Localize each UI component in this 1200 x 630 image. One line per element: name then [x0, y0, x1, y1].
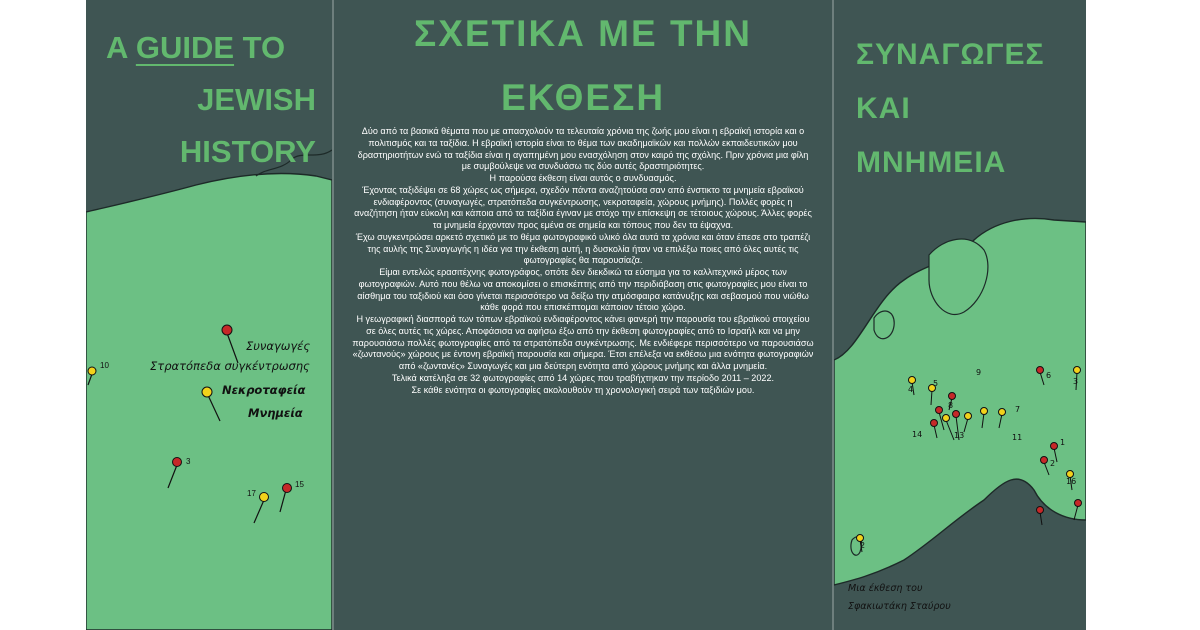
marker-number: 3: [186, 457, 191, 466]
marker-number: 1: [1060, 438, 1066, 447]
marker-number: 16: [1066, 477, 1077, 486]
paragraph: Έχοντας ταξιδέψει σε 68 χώρες ως σήμερα, σχεδόν πάντα αναζητούσα σαν από ένστικτο τα μνημεία εβραϊκού ενδιαφέροντος (συναγωγές, στρατόπεδα συγκέντρωσης, νεκροταφεία, χώρους μνήμης). Πολλές φορές η αναζήτηση ήταν εύκολη και κάποια από τα ταξίδια έγιναν με στόχο την επίσκεψη σε τέτοιους χώρους. Άλλες φορές τα μνημεία έρχονταν προς εμένα σε σημεία και τόπους που δεν τα έψαχνα.: [354, 184, 812, 230]
paragraph: Η γεωγραφική διασπορά των τόπων εβραϊκού ενδιαφέροντος κάνει φανερή την παρουσία του εβραϊκού στοιχείου σε όλες αυτές τις χώρες. Αποφάσισα να αφήσω έξω από την έκθεση φωτογραφίες από το Ισραήλ και να μην παρουσιάσω πολλές φωτογραφίες από τα στρατόπεδα συγκέντρωσης. Με ενδιέφερε περισσότερο να παρουσιάσω «ζωντανούς» χώρους με έντονη εβραϊκή παρουσία και σήμερα. Έτσι επέλεξα να εκθέσω μια ενότητα φωτογραφιών από «ζωντανές» Συναγωγές και μια δεύτερη ενότητα από χώρους μνήμης και άλλα μνημεία.: [352, 314, 814, 371]
credit-line-2: Σφακιωτάκη Σταύρου: [848, 601, 951, 612]
exhibition-description: [352, 126, 814, 396]
right-title-line-3: ΜΝΗΜΕΙΑ: [856, 146, 1007, 179]
left-title-line-3: HISTORY: [179, 134, 316, 169]
marker-number: 4: [908, 385, 914, 394]
right-title-line-1: ΣΥΝΑΓΩΓΕΣ: [856, 38, 1045, 71]
paragraph: Τελικά κατέληξα σε 32 φωτογραφίες από 14 χώρες που τραβήχτηκαν την περίοδο 2011 – 2022.: [391, 372, 775, 383]
legend-cemeteries: Νεκροταφεία: [222, 383, 306, 397]
legend-memorials: Μνημεία: [248, 406, 303, 420]
paragraph: Σε κάθε ενότητα οι φωτογραφίες ακολουθούν τη χρονολογική σειρά των ταξιδιών μου.: [411, 384, 755, 395]
marker-number: 5: [933, 379, 939, 388]
legend-camps: Στρατόπεδα συγκέντρωσης: [150, 359, 310, 373]
marker-number: 14: [912, 430, 923, 439]
marker-number: 8: [948, 401, 954, 410]
paragraph: Είμαι εντελώς ερασιτέχνης φωτογράφος, οπότε δεν διεκδικώ τα εύσημα για το καλλιτεχνικό μέρος των φωτογραφιών. Αυτό που θέλω να αποκομίσει ο επισκέπτης από την περιδιάβαση στις φωτογραφίες μου είναι το αίσθημα του ταξιδιού και όσο γίνεται περισσότερο να δείξω την ατμόσφαιρα κατάνυξης και σεβασμού που νιώθω κάθε φορά που επισκέπτομαι κάποιον τέτοιο χώρο.: [357, 267, 809, 313]
left-title-line-2: JEWISH: [197, 82, 316, 117]
legend-synagogues: Συναγωγές: [246, 339, 311, 353]
exhibition-credit: [848, 580, 951, 616]
right-panel: [834, 0, 1086, 630]
marker-number: 10: [100, 361, 109, 370]
left-title: [106, 22, 316, 178]
marker-number: 9: [976, 368, 982, 377]
left-title-line-1: A GUIDE TO: [106, 30, 286, 65]
credit-line-1: Μια έκθεση του: [848, 583, 923, 594]
marker-number: 3: [1073, 377, 1079, 386]
middle-title-line-2: ΕΚΘΕΣΗ: [500, 77, 666, 118]
left-panel: [86, 0, 332, 630]
marker-number: 17: [247, 489, 256, 498]
paragraph: Έχω συγκεντρώσει αρκετό σχετικό με το θέμα φωτογραφικό υλικό όλα αυτά τα χρόνια και όταν έπεσε στο τραπέζι της αυλής της Συναγωγής η ιδέα για την έκθεση αυτή, η δυσκολία ήταν να επιλέξω ποιες από όλες αυτές τις φωτογραφίες θα παρουσίαζα.: [355, 231, 811, 266]
marker-number: 11: [1012, 433, 1023, 442]
right-title: [856, 28, 1044, 190]
marker-number: 15: [295, 480, 304, 489]
right-title-line-2: ΚΑΙ: [856, 92, 911, 125]
middle-panel: [334, 0, 832, 630]
paragraph: Η παρούσα έκθεση είναι αυτός ο συνδυασμός.: [489, 173, 677, 183]
middle-title-line-1: ΣΧΕΤΙΚΑ ΜΕ ΤΗΝ: [414, 13, 752, 54]
marker-number: 2: [860, 541, 866, 550]
middle-title: [334, 2, 832, 130]
marker-number: 13: [954, 431, 965, 440]
marker-number: 7: [1015, 405, 1021, 414]
paragraph: Δύο από τα βασικά θέματα που με απασχολούν τα τελευταία χρόνια της ζωής μου είναι η εβραϊκή ιστορία και ο πολιτισμός και τα ταξίδια. Η εβραϊκή ιστορία είναι το θέμα των ακαδημαϊκών και πολλών εκπαιδευτικών μου δραστηριοτήτων ενώ τα ταξίδια είναι η αγαπημένη μου ενασχόληση στον καιρό της σχόλης. Πριν χρόνια μια φίλη με συμβούλεψε να συνδυάσω τις δύο αυτές δραστηριότητες.: [357, 126, 809, 172]
marker-number: 2: [1050, 459, 1056, 468]
marker-number: 6: [1046, 371, 1052, 380]
